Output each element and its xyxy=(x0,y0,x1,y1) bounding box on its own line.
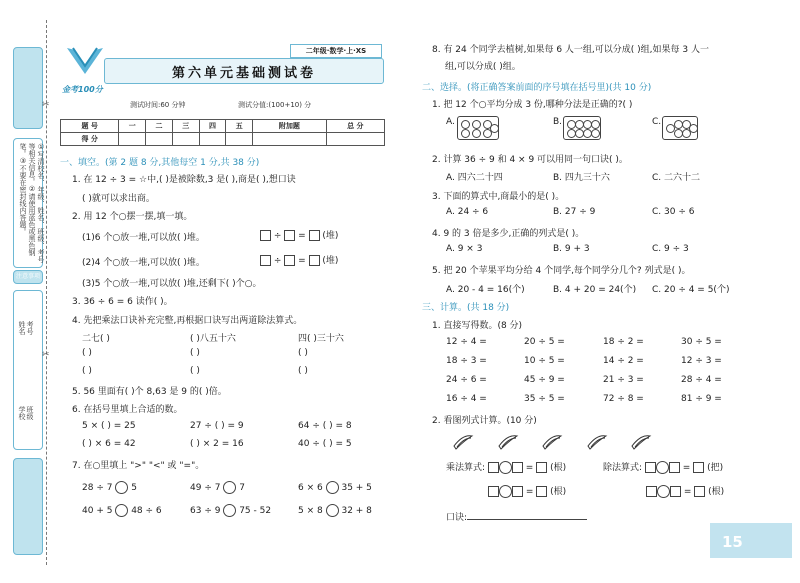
question-4: 4. 先把乘法口诀补充完整,再根据口诀写出两道除法算式。 xyxy=(72,316,303,326)
compare-circle[interactable] xyxy=(115,504,128,517)
division-row-2: = (根) xyxy=(646,484,724,498)
option[interactable]: A. 24 ÷ 6 xyxy=(446,207,489,217)
table-cell: 二 xyxy=(146,120,173,133)
table-cell: 三 xyxy=(172,120,199,133)
compare-item: 6 × 6 35 + 5 xyxy=(298,483,372,493)
answer-blank[interactable]: ( ) xyxy=(190,348,200,358)
fill-in: ( ) × 6 = 42 xyxy=(82,439,136,449)
question-8: 8. 有 24 个同学去植树,如果每 6 人一组,可以分成( )组,如果每 3 人一 xyxy=(432,45,709,55)
option[interactable]: C. 9 ÷ 3 xyxy=(652,244,689,254)
answer-box[interactable] xyxy=(536,462,547,473)
option-b-image xyxy=(563,116,601,140)
table-cell: 题 号 xyxy=(61,120,119,133)
student-info-box xyxy=(13,290,43,450)
binding-strip xyxy=(0,0,52,583)
calc-item: 12 ÷ 4 = xyxy=(446,337,487,347)
operator-circle[interactable] xyxy=(499,461,512,474)
answer-box[interactable] xyxy=(512,486,523,497)
answer-box[interactable] xyxy=(645,462,656,473)
answer-blank[interactable]: ( ) xyxy=(190,366,200,376)
answer-box[interactable] xyxy=(669,462,680,473)
id-label: 考号 xyxy=(26,321,34,335)
operator-circle[interactable] xyxy=(656,461,669,474)
question-1: 1. 在 12 ÷ 3 = ☆中,( )是被除数,3 是( ),商是( ),想口诀 xyxy=(72,175,296,185)
compare-item: 5 × 8 32 + 8 xyxy=(298,506,372,516)
question-3: 3. 36 ÷ 6 = 6 读作( )。 xyxy=(72,297,173,307)
section-heading: 二、选择。(将正确答案前面的序号填在括号里)(共 10 分) xyxy=(422,83,652,93)
option[interactable]: B. 4 + 20 = 24(个) xyxy=(553,285,637,295)
answer-box[interactable] xyxy=(693,462,704,473)
answer-blank[interactable]: ( ) xyxy=(82,348,92,358)
option[interactable]: C. 20 ÷ 4 = 5(个) xyxy=(652,285,730,295)
compare-circle[interactable] xyxy=(115,481,128,494)
option[interactable]: A. 20 - 4 = 16(个) xyxy=(446,285,525,295)
answer-box[interactable] xyxy=(488,486,499,497)
score-input-cell[interactable] xyxy=(253,133,327,146)
choice-question-2: 2. 计算 36 ÷ 9 和 4 × 9 可以用同一句口诀( )。 xyxy=(432,155,628,165)
name-label: 姓名 xyxy=(18,321,26,335)
test-time: 测试时间:60 分钟 xyxy=(130,101,186,109)
compare-item: 28 ÷ 7 5 xyxy=(82,483,137,493)
question-2-1: (1)6 个○放一堆,可以放( )堆。 xyxy=(82,233,205,243)
unit-label: (堆) xyxy=(322,231,339,241)
answer-box[interactable] xyxy=(260,255,271,266)
calc-item: 28 ÷ 4 = xyxy=(681,375,722,385)
strip-decoration-top xyxy=(13,47,43,129)
div-label: 除法算式: xyxy=(603,463,643,473)
calc-item: 14 ÷ 2 = xyxy=(603,356,644,366)
score-input-cell[interactable] xyxy=(119,133,146,146)
banana-icon xyxy=(630,432,652,450)
answer-blank[interactable]: ( ) xyxy=(298,348,308,358)
school-label: 学校 xyxy=(18,406,26,420)
division-row: 除法算式: = (把) xyxy=(603,463,724,473)
answer-box[interactable] xyxy=(488,462,499,473)
multiplication-row-2: = (根) xyxy=(488,484,566,498)
option[interactable]: A. 9 × 3 xyxy=(446,244,483,254)
calc-item: 24 ÷ 6 = xyxy=(446,375,487,385)
answer-box[interactable] xyxy=(536,486,547,497)
option[interactable]: C. 30 ÷ 6 xyxy=(652,207,695,217)
table-row xyxy=(61,120,385,133)
answer-box[interactable] xyxy=(284,230,295,241)
question-2-3: (3)5 个○放一堆,可以放( )堆,还剩下( )个○。 xyxy=(82,279,262,289)
option[interactable]: C. 二六十二 xyxy=(652,173,701,183)
calc-item: 10 ÷ 5 = xyxy=(524,356,565,366)
section-heading: 一、填空。(第 2 题 8 分,其他每空 1 分,共 38 分) xyxy=(60,158,260,168)
calc-item: 18 ÷ 3 = xyxy=(446,356,487,366)
page-number: 15 xyxy=(710,523,792,558)
question-8-cont: 组,可以分成( )组。 xyxy=(445,62,521,72)
notice-box xyxy=(13,138,43,268)
logo-icon xyxy=(63,44,107,88)
choice-question-5: 5. 把 20 个苹果平均分给 4 个同学,每个同学分几个? 列式是( )。 xyxy=(432,266,691,276)
compare-circle[interactable] xyxy=(326,481,339,494)
test-score: 测试分值:(100+10) 分 xyxy=(238,101,312,109)
notice-label: 注意事项 xyxy=(13,270,43,284)
fill-in: 64 ÷ ( ) = 8 xyxy=(298,421,352,431)
mul-label: 乘法算式: xyxy=(446,463,486,473)
answer-box[interactable] xyxy=(309,255,320,266)
table-cell: 四 xyxy=(199,120,226,133)
score-input-cell[interactable] xyxy=(146,133,173,146)
grade-label: 二年级·数学·上·XS xyxy=(290,44,382,58)
answer-box[interactable] xyxy=(646,486,657,497)
compare-item: 49 ÷ 7 7 xyxy=(190,483,245,493)
calc-item: 18 ÷ 2 = xyxy=(603,337,644,347)
calc-item: 30 ÷ 5 = xyxy=(681,337,722,347)
score-input-cell[interactable] xyxy=(326,133,384,146)
calc-item: 20 ÷ 5 = xyxy=(524,337,565,347)
score-input-cell[interactable] xyxy=(199,133,226,146)
calc-item: 16 ÷ 4 = xyxy=(446,394,487,404)
brand-name: 金考100分 xyxy=(62,85,103,94)
compare-item: 63 ÷ 9 75 - 52 xyxy=(190,506,272,516)
banana-icon xyxy=(452,432,474,450)
banana-icon xyxy=(541,432,563,450)
option-a-label[interactable]: A. xyxy=(446,117,455,127)
table-cell: 一 xyxy=(119,120,146,133)
answer-box[interactable] xyxy=(512,462,523,473)
answer-blank[interactable]: ( ) xyxy=(82,366,92,376)
koujue-row xyxy=(446,510,587,523)
koujue-label: 口诀: xyxy=(446,513,468,523)
calc-question-2: 2. 看图列式计算。(10 分) xyxy=(432,416,537,426)
answer-box[interactable] xyxy=(260,230,271,241)
calc-item: 45 ÷ 9 = xyxy=(524,375,565,385)
koujue-a: 二七( ) xyxy=(82,334,110,344)
answer-box[interactable] xyxy=(284,255,295,266)
option[interactable]: B. 9 + 3 xyxy=(553,244,590,254)
strip-decoration-bottom xyxy=(13,458,43,555)
question-1-cont: ( )就可以求出商。 xyxy=(82,194,155,204)
equation-boxes: ÷ = (堆) xyxy=(260,228,338,241)
class-label: 班级 xyxy=(26,406,34,420)
option[interactable]: A. 四六二十四 xyxy=(446,173,503,183)
option-c-image xyxy=(662,116,698,140)
choice-question-1: 1. 把 12 个○平均分成 3 份,哪种分法是正确的?( ) xyxy=(432,100,633,110)
fill-in: 5 × ( ) = 25 xyxy=(82,421,136,431)
banana-icon xyxy=(497,432,519,450)
question-7: 7. 在○里填上 ">" "<" 或 "="。 xyxy=(72,461,205,471)
banana-icon xyxy=(586,432,608,450)
option[interactable]: B. 四九三十六 xyxy=(553,173,610,183)
question-6: 6. 在括号里填上合适的数。 xyxy=(72,405,183,415)
operator-circle[interactable] xyxy=(657,485,670,498)
fill-in: ( ) × 2 = 16 xyxy=(190,439,244,449)
multiplication-row: 乘法算式: = (根) xyxy=(446,463,567,473)
question-2-2: (2)4 个○放一堆,可以放( )堆。 xyxy=(82,258,205,268)
compare-circle[interactable] xyxy=(223,481,236,494)
koujue-c: 四( )三十六 xyxy=(298,334,344,344)
question-2: 2. 用 12 个○摆一摆,填一填。 xyxy=(72,212,193,222)
fill-in: 27 ÷ ( ) = 9 xyxy=(190,421,244,431)
compare-circle[interactable] xyxy=(326,504,339,517)
choice-question-4: 4. 9 的 3 倍是多少,正确的列式是( )。 xyxy=(432,229,585,239)
compare-circle[interactable] xyxy=(223,504,236,517)
table-cell: 总 分 xyxy=(326,120,384,133)
table-cell: 得 分 xyxy=(61,133,119,146)
equation-boxes: ÷ = (堆) xyxy=(260,253,338,266)
option[interactable]: B. 27 ÷ 9 xyxy=(553,207,596,217)
fill-in: 40 ÷ ( ) = 5 xyxy=(298,439,352,449)
table-cell: 附加题 xyxy=(253,120,327,133)
calc-item: 12 ÷ 3 = xyxy=(681,356,722,366)
option-c-label[interactable]: C. xyxy=(652,117,662,127)
table-cell: 五 xyxy=(226,120,253,133)
answer-blank[interactable]: ( ) xyxy=(298,366,308,376)
question-5: 5. 56 里面有( )个 8,63 是 9 的( )倍。 xyxy=(72,387,227,397)
table-row xyxy=(61,133,385,146)
koujue-input[interactable] xyxy=(467,519,587,520)
calc-item: 21 ÷ 3 = xyxy=(603,375,644,385)
scissor-icon: ✂ xyxy=(42,100,50,110)
notice-text: ①写清校名、年级、姓名、班级、考号等相关信息。②请使用蓝色或黑色钢笔。③不要在密封线内答题。 xyxy=(19,143,45,263)
unit-label: (堆) xyxy=(322,256,339,266)
operator-circle[interactable] xyxy=(499,485,512,498)
choice-question-3: 3. 下面的算式中,商最小的是( )。 xyxy=(432,192,565,202)
answer-box[interactable] xyxy=(694,486,705,497)
calc-item: 72 ÷ 8 = xyxy=(603,394,644,404)
score-table xyxy=(60,119,385,146)
option-a-image xyxy=(457,116,499,140)
calc-question-1: 1. 直接写得数。(8 分) xyxy=(432,321,523,331)
score-input-cell[interactable] xyxy=(226,133,253,146)
page-title: 第六单元基础测试卷 xyxy=(171,66,316,81)
answer-box[interactable] xyxy=(670,486,681,497)
score-input-cell[interactable] xyxy=(172,133,199,146)
compare-item: 40 + 5 48 ÷ 6 xyxy=(82,506,162,516)
answer-box[interactable] xyxy=(309,230,320,241)
scissor-icon: ✂ xyxy=(42,350,50,360)
calc-item: 35 ÷ 5 = xyxy=(524,394,565,404)
koujue-b: ( )八五十六 xyxy=(190,334,236,344)
option-b-label[interactable]: B. xyxy=(553,117,563,127)
section-heading: 三、计算。(共 18 分) xyxy=(422,303,510,313)
calc-item: 81 ÷ 9 = xyxy=(681,394,722,404)
